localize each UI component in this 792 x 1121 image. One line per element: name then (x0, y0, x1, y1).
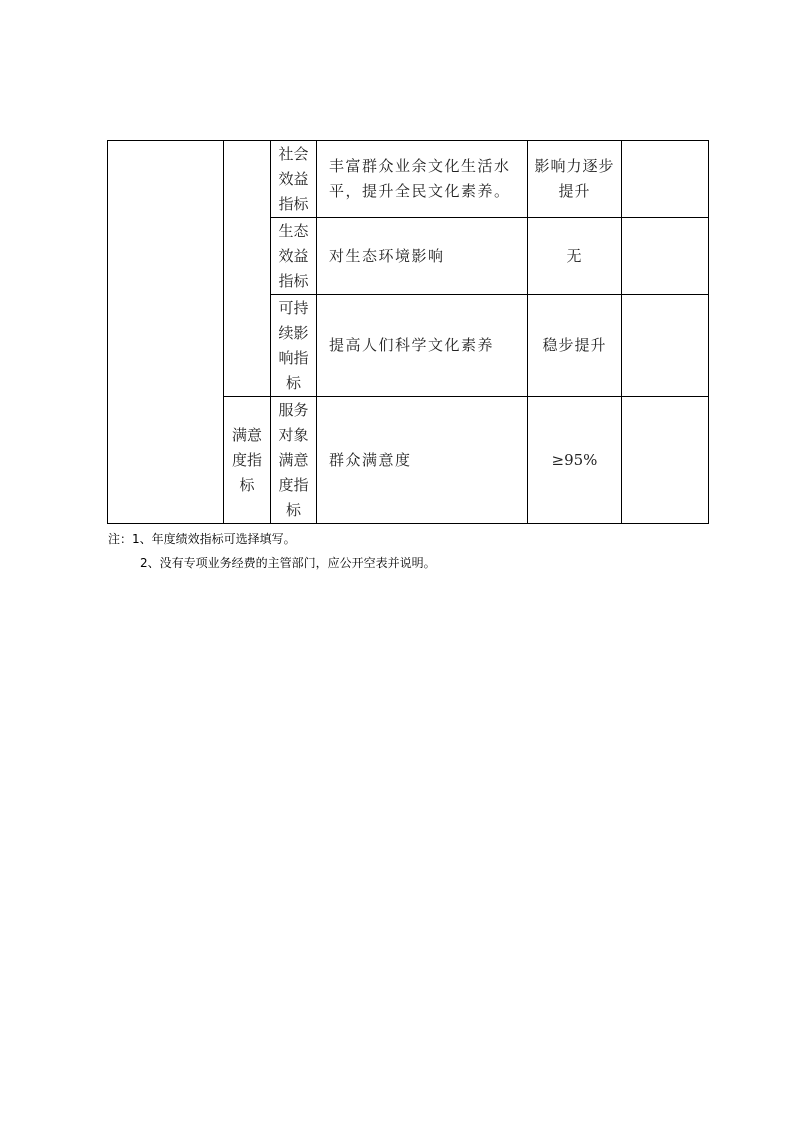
description-cell (317, 295, 528, 397)
value-text: 稳步提升 (542, 336, 607, 354)
description-text: 对生态环境影响 (329, 246, 445, 265)
note-line-2: 2、没有专项业务经费的主管部门，应公开空表并说明。 (140, 556, 436, 570)
value-text: 影响力逐步提升 (534, 157, 615, 200)
table-notes (108, 527, 436, 575)
subcategory-cell (271, 397, 317, 524)
category-label: 满意度指标 (231, 425, 262, 494)
remark-cell (622, 397, 709, 524)
value-cell (528, 397, 622, 524)
note-line-1: 注：1、年度绩效指标可选择填写。 (108, 532, 296, 546)
blank-category-cell (224, 141, 271, 397)
performance-indicator-table (107, 140, 709, 524)
subcategory-label: 社会效益指标 (278, 144, 309, 213)
remark-cell (622, 141, 709, 218)
value-cell (528, 141, 622, 218)
subcategory-cell (271, 141, 317, 218)
description-text: 提高人们科学文化素养 (329, 336, 495, 354)
value-text: ≥95% (551, 450, 598, 469)
value-cell (528, 295, 622, 397)
description-text: 丰富群众业余文化生活水平，提升全民文化素养。 (329, 157, 511, 200)
subcategory-cell (271, 295, 317, 397)
value-text: 无 (566, 246, 583, 265)
subcategory-label: 可持续影响指标 (278, 298, 309, 392)
subcategory-label: 服务对象满意度指标 (278, 400, 309, 519)
description-cell (317, 141, 528, 218)
subcategory-label: 生态效益指标 (278, 221, 309, 290)
description-text: 群众满意度 (329, 450, 412, 469)
category-cell (224, 397, 271, 524)
remark-cell (622, 295, 709, 397)
description-cell (317, 218, 528, 295)
subcategory-cell (271, 218, 317, 295)
blank-outer-cell (108, 141, 224, 524)
table-row (108, 141, 709, 218)
description-cell (317, 397, 528, 524)
remark-cell (622, 218, 709, 295)
value-cell (528, 218, 622, 295)
